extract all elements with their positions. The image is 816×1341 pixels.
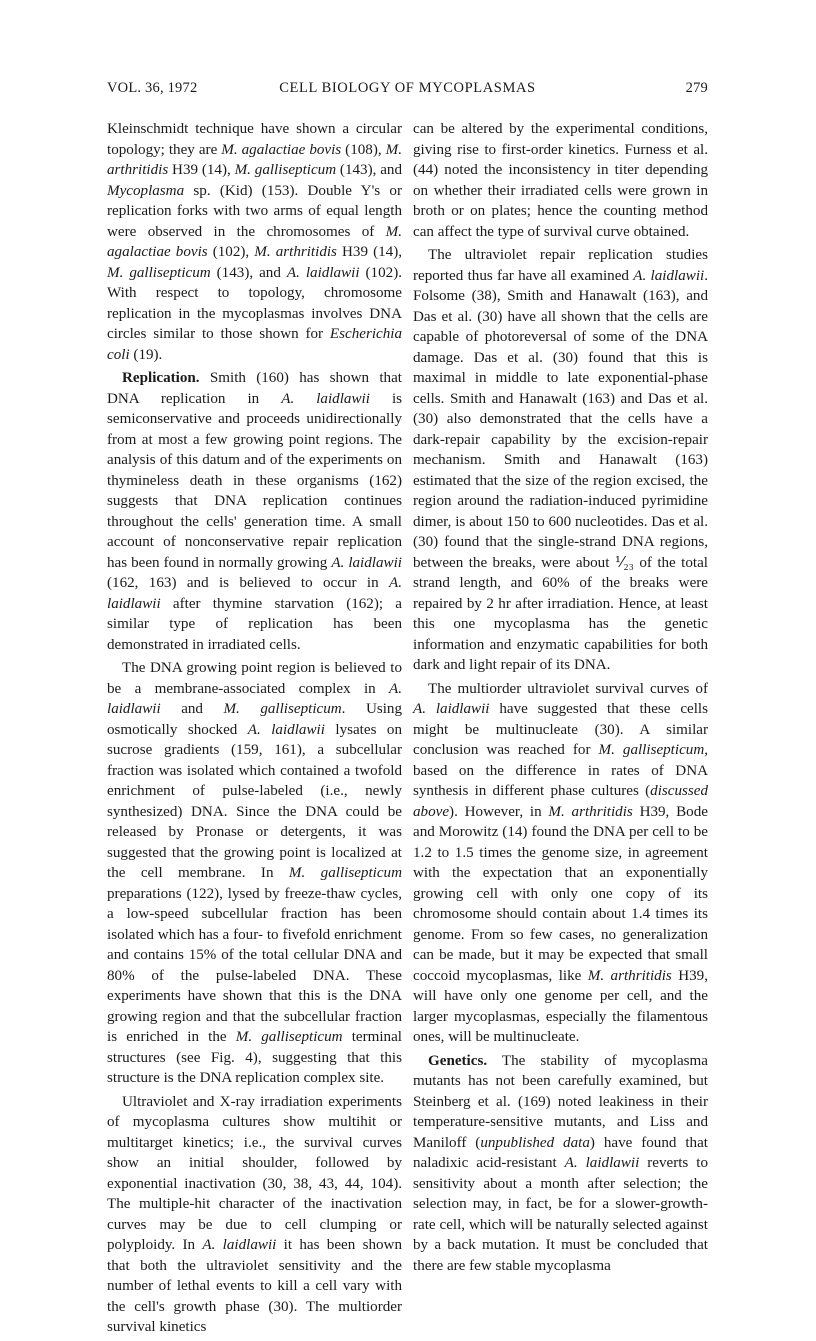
left-column xyxy=(107,119,402,1341)
running-title: CELL BIOLOGY OF MYCOPLASMAS xyxy=(279,80,536,96)
section-heading-genetics: Genetics. xyxy=(428,1052,488,1069)
section-heading-replication: Replication. xyxy=(122,370,200,386)
paragraph-kinetics-continued: can be altered by the experimental conditions, giving rise to first-order kinetics. Furness et al. (44) noted the inconsistency in titer depending on whether their irradiated cells were grown in broth or on plates; hence the counting method can affect the type of survival curve obtained. xyxy=(413,121,708,240)
paragraph-replication: Replication. Smith (160) has shown that DNA replication in A. laidlawii is semiconservative and proceeds unidirectionally from at most a few growing point regions. The analysis of this datum and of the experiments on thymineless death in these organisms (162) suggests that DNA replication continues throughout the cells' generation time. A small account of nonconservative repair replication has been found in normally growing A. laidlawii (162, 163) and is believed to occur in A. laidlawii after thymine starvation (162); a similar type of replication has been demonstrated in irradiated cells. xyxy=(107,370,403,653)
paragraph-genetics: Genetics. The stability of mycoplasma mutants has not been carefully examined, but Steinberg et al. (169) noted leakiness in their temperature-sensitive mutants, and Liss and Maniloff (unpublished data) have found that naladixic acid-resistant A. laidlawii reverts to sensitivity about a month after selection; the selection may, in fact, be for a slower-growth-rate cell, which will be naturally selected against by a back mutation. It must be concluded that there are few stable mycoplasma xyxy=(413,1052,708,1274)
paragraph-topology-continued: Kleinschmidt technique have shown a circular topology; they are M. agalactiae bovis (108), M. arthritidis H39 (14), M. gallisepticum (143), and Mycoplasma sp. (Kid) (153). Double Y's or replication forks with two arms of equal length were observed in the chromosomes of M. agalactiae bovis (102), M. arthritidis H39 (14), M. gallisepticum (143), and A. laidlawii (102). With respect to topology, chromosome replication in the mycoplasmas involves DNA circles similar to those shown for Escherichia coli (19). xyxy=(107,121,403,363)
paragraph-multinucleate: The multiorder ultraviolet survival curves of A. laidlawii have suggested that these cells might be multinucleate (30). A similar conclusion was reached for M. gallisepticum, based on the difference in rates of DNA synthesis in different phase cultures (discussed above). However, in M. arthritidis H39, Bode and Morowitz (14) found the DNA per cell to be 1.2 to 1.5 times the genome size, in agreement with the expectation that an exponentially growing cell with only one copy of its chromosome should contain about 1.4 times its genome. From so few cases, no generalization can be made, but it may be expected that small coccoid mycoplasmas, like M. arthritidis H39, will have only one genome per cell, and the larger mycoplasmas, especially the filamentous ones, will be multinucleate. xyxy=(413,680,709,1045)
paragraph-irradiation: Ultraviolet and X-ray irradiation experiments of mycoplasma cultures show multihit or multitarget kinetics; i.e., the survival curves show an initial shoulder, followed by exponential inactivation (30, 38, 43, 44, 104). The multiple-hit character of the inactivation curves may be due to cell clumping or polyploidy. In A. laidlawii it has been shown that both the ultraviolet sensitivity and the number of lethal events to kill a cell vary with the cell's growth phase (30). The multiorder survival kinetics xyxy=(107,1093,402,1335)
paragraph-uv-repair: The ultraviolet repair replication studies reported thus far have all examined A. laidlawii. Folsome (38), Smith and Hanawalt (163), and Das et al. (30) have all shown that the cells are capable of photoreversal of some of the DNA damage. Das et al. (30) found that this is maximal in middle to late exponential-phase cells. Smith and Hanawalt (163) and Das et al. (30) also demonstrated that the cells have a dark-repair capability by the excision-repair mechanism. Smith and Hanawalt (163) estimated that the size of the region excised, the region around the radiation-induced pyrimidine dimer, is about 150 to 600 nucleotides. Das et al. (30) found that the single-strand DNA regions, between the breaks, were about ⅟₂₃ of the total strand length, and 60% of the breaks were repaired by 2 hr after irradiation. Hence, at least this one mycoplasma has the genetic information and enzymatic capabilities for both dark and light repair of its DNA. xyxy=(413,247,708,673)
right-column xyxy=(413,119,708,1279)
page-number: 279 xyxy=(685,80,708,96)
volume-year: VOL. 36, 1972 xyxy=(107,80,198,96)
running-head xyxy=(107,80,708,102)
paragraph-growing-point: The DNA growing point region is believed to be a membrane-associated complex in A. laidlawii and M. gallisepticum. Using osmotically shocked A. laidlawii lysates on sucrose gradients (159, 161), a subcellular fraction was isolated which contained a twofold enrichment of pulse-labeled (i.e., newly synthesized) DNA. Since the DNA could be released by Pronase or detergents, it was suggested that the growing point is localized at the cell membrane. In M. gallisepticum preparations (122), lysed by freeze-thaw cycles, a low-speed subcellular fraction has been isolated which has a four- to fivefold enrichment and contains 15% of the total cellular DNA and 80% of the pulse-labeled DNA. These experiments have shown that this is the DNA growing region and that the subcellular fraction is enriched in the M. gallisepticum terminal structures (see Fig. 4), suggesting that this structure is the DNA replication complex site. xyxy=(107,660,403,1086)
